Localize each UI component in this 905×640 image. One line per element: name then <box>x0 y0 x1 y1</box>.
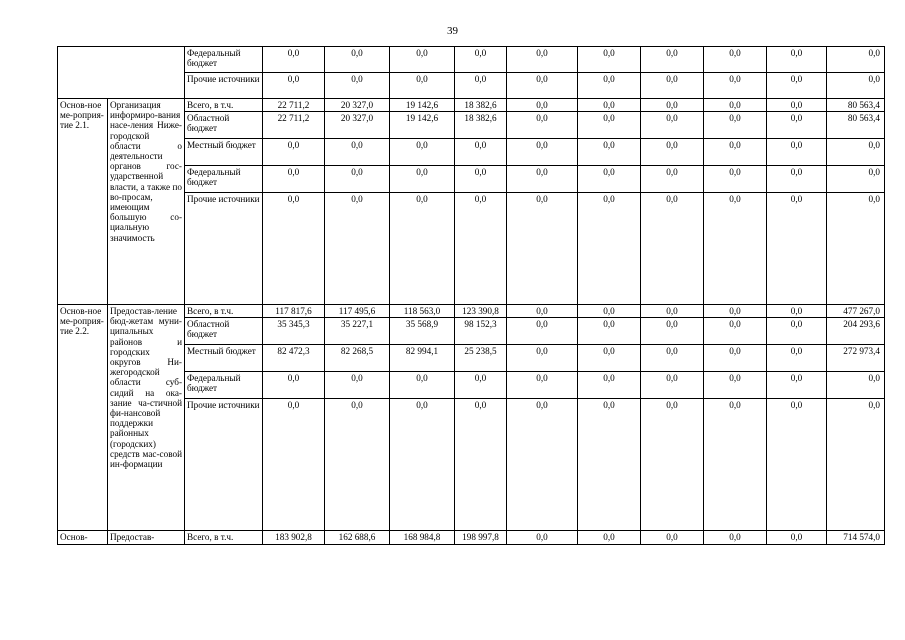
value-cell: 0,0 <box>578 47 641 73</box>
value-total: 0,0 <box>827 73 885 99</box>
funding-source: Местный бюджет <box>185 345 263 372</box>
value-cell: 0,0 <box>641 47 704 73</box>
value-cell: 118 563,0 <box>390 305 455 318</box>
value-cell: 0,0 <box>578 193 641 305</box>
value-cell: 35 345,3 <box>263 318 325 345</box>
value-cell: 0,0 <box>325 193 390 305</box>
value-cell: 0,0 <box>507 399 578 531</box>
value-cell: 0,0 <box>641 139 704 166</box>
value-cell: 0,0 <box>578 399 641 531</box>
value-cell: 0,0 <box>704 372 767 399</box>
value-cell: 0,0 <box>390 399 455 531</box>
value-cell: 0,0 <box>263 139 325 166</box>
value-cell: 18 382,6 <box>455 112 507 139</box>
value-cell: 0,0 <box>263 73 325 99</box>
value-cell: 22 711,2 <box>263 112 325 139</box>
value-cell: 0,0 <box>767 73 827 99</box>
value-cell: 0,0 <box>704 399 767 531</box>
value-cell: 117 817,6 <box>263 305 325 318</box>
page-number: 39 <box>447 25 458 37</box>
value-total: 80 563,4 <box>827 99 885 112</box>
value-cell: 0,0 <box>578 345 641 372</box>
value-cell: 0,0 <box>578 318 641 345</box>
funding-source: Всего, в т.ч. <box>185 305 263 318</box>
value-cell: 0,0 <box>390 372 455 399</box>
value-cell: 0,0 <box>641 193 704 305</box>
value-cell: 20 327,0 <box>325 99 390 112</box>
measure-code: Основ-ное ме-роприя-тие 2.2. <box>58 305 108 531</box>
table-row <box>58 47 885 73</box>
value-cell: 19 142,6 <box>390 99 455 112</box>
value-cell: 25 238,5 <box>455 345 507 372</box>
measure-name: Организация информиро-вания насе-ления Ниже-городской области о деятельности органов гос-ударственной власти, а также по во-просам, имеющим большую со-циальную значимость <box>108 99 185 305</box>
value-cell: 0,0 <box>767 531 827 545</box>
value-cell: 0,0 <box>455 139 507 166</box>
value-cell: 0,0 <box>641 531 704 545</box>
table-row <box>58 99 885 112</box>
value-cell: 0,0 <box>641 112 704 139</box>
value-cell: 183 902,8 <box>263 531 325 545</box>
value-cell: 0,0 <box>767 47 827 73</box>
value-cell: 0,0 <box>325 139 390 166</box>
value-cell: 168 984,8 <box>390 531 455 545</box>
value-cell: 0,0 <box>263 193 325 305</box>
value-cell: 0,0 <box>704 531 767 545</box>
value-total: 714 574,0 <box>827 531 885 545</box>
value-cell: 0,0 <box>507 112 578 139</box>
value-cell: 0,0 <box>578 305 641 318</box>
table-body <box>58 47 885 545</box>
value-cell: 0,0 <box>641 73 704 99</box>
value-cell: 117 495,6 <box>325 305 390 318</box>
funding-source: Федеральный бюджет <box>185 47 263 73</box>
value-cell: 0,0 <box>390 139 455 166</box>
value-cell: 0,0 <box>507 73 578 99</box>
value-total: 80 563,4 <box>827 112 885 139</box>
value-cell: 98 152,3 <box>455 318 507 345</box>
value-cell: 0,0 <box>704 99 767 112</box>
value-cell: 0,0 <box>767 166 827 193</box>
value-cell: 0,0 <box>641 318 704 345</box>
value-cell: 0,0 <box>704 73 767 99</box>
value-cell: 0,0 <box>325 47 390 73</box>
value-cell: 0,0 <box>641 399 704 531</box>
value-cell: 0,0 <box>455 73 507 99</box>
table-row <box>58 305 885 318</box>
value-total: 272 973,4 <box>827 345 885 372</box>
value-cell: 18 382,6 <box>455 99 507 112</box>
value-cell: 0,0 <box>507 166 578 193</box>
value-cell: 0,0 <box>390 73 455 99</box>
value-cell: 0,0 <box>390 166 455 193</box>
value-cell: 0,0 <box>507 372 578 399</box>
funding-source: Прочие источники <box>185 73 263 99</box>
value-cell: 0,0 <box>704 193 767 305</box>
value-cell: 0,0 <box>390 193 455 305</box>
value-cell: 0,0 <box>767 139 827 166</box>
value-cell: 0,0 <box>325 73 390 99</box>
value-cell: 0,0 <box>507 305 578 318</box>
funding-source: Всего, в т.ч. <box>185 531 263 545</box>
value-total: 0,0 <box>827 139 885 166</box>
value-cell: 0,0 <box>325 399 390 531</box>
value-cell: 0,0 <box>507 345 578 372</box>
value-cell: 0,0 <box>578 139 641 166</box>
value-total: 0,0 <box>827 372 885 399</box>
value-cell: 0,0 <box>507 193 578 305</box>
value-cell: 0,0 <box>767 372 827 399</box>
value-cell: 0,0 <box>641 166 704 193</box>
value-cell: 0,0 <box>704 112 767 139</box>
value-cell: 0,0 <box>325 166 390 193</box>
value-cell: 0,0 <box>641 372 704 399</box>
funding-source: Федеральный бюджет <box>185 372 263 399</box>
value-cell: 123 390,8 <box>455 305 507 318</box>
value-total: 477 267,0 <box>827 305 885 318</box>
value-cell: 0,0 <box>767 99 827 112</box>
value-total: 0,0 <box>827 399 885 531</box>
value-cell: 0,0 <box>767 399 827 531</box>
value-cell: 0,0 <box>704 305 767 318</box>
value-cell: 0,0 <box>704 166 767 193</box>
value-cell: 0,0 <box>767 345 827 372</box>
value-cell: 0,0 <box>578 99 641 112</box>
measure-code: Основ- <box>58 531 108 545</box>
value-total: 204 293,6 <box>827 318 885 345</box>
value-cell: 198 997,8 <box>455 531 507 545</box>
value-cell: 0,0 <box>263 47 325 73</box>
value-cell: 162 688,6 <box>325 531 390 545</box>
value-cell: 0,0 <box>578 166 641 193</box>
value-cell: 0,0 <box>704 318 767 345</box>
continued-measure-cell <box>58 47 185 99</box>
value-cell: 0,0 <box>578 112 641 139</box>
measure-code: Основ-ное ме-роприя-тие 2.1. <box>58 99 108 305</box>
value-cell: 0,0 <box>704 345 767 372</box>
value-cell: 82 472,3 <box>263 345 325 372</box>
value-cell: 0,0 <box>325 372 390 399</box>
value-cell: 0,0 <box>641 305 704 318</box>
funding-table <box>57 46 885 545</box>
value-cell: 0,0 <box>704 139 767 166</box>
table-row <box>58 531 885 545</box>
value-cell: 0,0 <box>263 399 325 531</box>
funding-source: Прочие источники <box>185 399 263 531</box>
value-cell: 0,0 <box>263 372 325 399</box>
measure-name: Предостав-ление бюд-жетам муни-ципальных районов и городских округов Ни-жегородской области суб-сидий на ока-зание ча-стичной фи-нансовой поддержки районных (городских) средств мас-совой ин-формации <box>108 305 185 531</box>
value-cell: 82 268,5 <box>325 345 390 372</box>
value-cell: 20 327,0 <box>325 112 390 139</box>
funding-source: Прочие источники <box>185 193 263 305</box>
value-cell: 0,0 <box>507 531 578 545</box>
value-cell: 0,0 <box>507 99 578 112</box>
value-cell: 19 142,6 <box>390 112 455 139</box>
value-cell: 0,0 <box>507 318 578 345</box>
value-cell: 0,0 <box>578 531 641 545</box>
value-cell: 22 711,2 <box>263 99 325 112</box>
value-cell: 0,0 <box>767 318 827 345</box>
value-cell: 0,0 <box>704 47 767 73</box>
value-cell: 0,0 <box>641 99 704 112</box>
value-cell: 0,0 <box>641 345 704 372</box>
funding-source: Местный бюджет <box>185 139 263 166</box>
value-cell: 0,0 <box>390 47 455 73</box>
value-cell: 0,0 <box>455 372 507 399</box>
value-cell: 0,0 <box>507 139 578 166</box>
value-cell: 0,0 <box>455 47 507 73</box>
value-total: 0,0 <box>827 47 885 73</box>
funding-source: Всего, в т.ч. <box>185 99 263 112</box>
value-cell: 0,0 <box>455 166 507 193</box>
value-cell: 35 227,1 <box>325 318 390 345</box>
funding-source: Областной бюджет <box>185 318 263 345</box>
value-total: 0,0 <box>827 193 885 305</box>
value-cell: 0,0 <box>455 193 507 305</box>
value-cell: 0,0 <box>767 305 827 318</box>
funding-source: Областной бюджет <box>185 112 263 139</box>
value-cell: 0,0 <box>507 47 578 73</box>
measure-name: Предостав- <box>108 531 185 545</box>
value-total: 0,0 <box>827 166 885 193</box>
value-cell: 0,0 <box>263 166 325 193</box>
value-cell: 35 568,9 <box>390 318 455 345</box>
funding-source: Федеральный бюджет <box>185 166 263 193</box>
value-cell: 0,0 <box>767 112 827 139</box>
value-cell: 0,0 <box>578 73 641 99</box>
value-cell: 0,0 <box>578 372 641 399</box>
value-cell: 82 994,1 <box>390 345 455 372</box>
value-cell: 0,0 <box>455 399 507 531</box>
value-cell: 0,0 <box>767 193 827 305</box>
